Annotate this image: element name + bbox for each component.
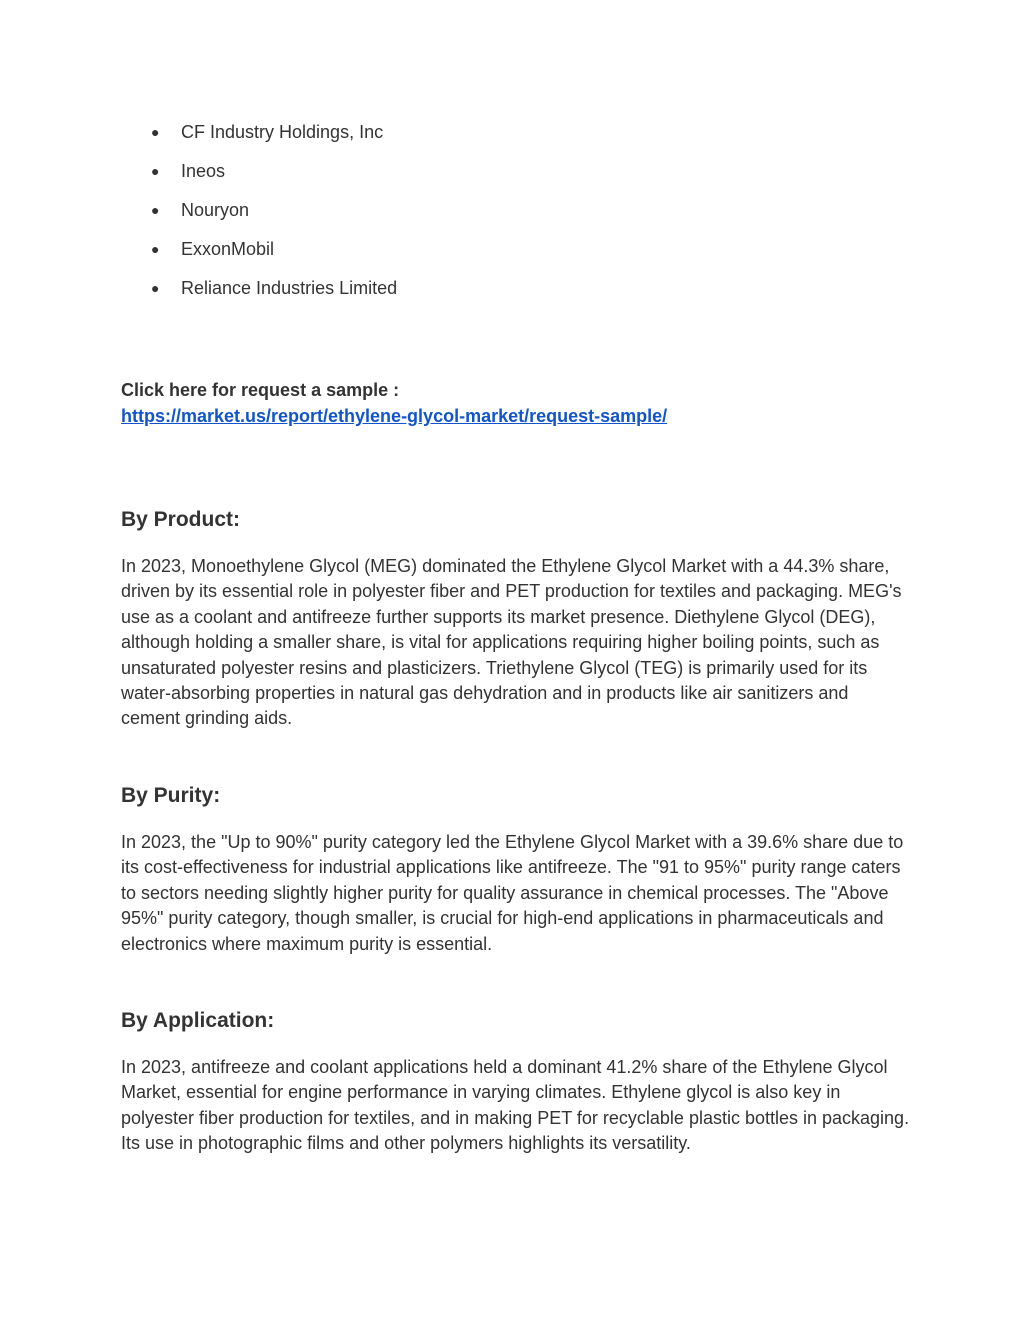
section-heading-purity: By Purity:: [121, 784, 221, 807]
list-item: [151, 119, 397, 158]
sample-request: [121, 377, 667, 429]
company-name: Ineos: [181, 161, 226, 181]
sample-label: Click here for request a sample :: [121, 380, 400, 400]
section-heading-product: By Product:: [121, 508, 241, 531]
bullet-icon: ●: [151, 124, 160, 140]
company-name: Nouryon: [181, 200, 250, 220]
company-name: CF Industry Holdings, Inc: [181, 122, 384, 142]
section-text-purity: In 2023, the "Up to 90%" purity category led the Ethylene Glycol Market with a 39.6% share due to its cost-effectiveness for industrial applications like antifreeze. The "91 to 95%" purity range caters to sectors needing slightly higher purity for quality assurance in chemical processes. The "Above 95%" purity category, though smaller, is crucial for high-end applications in pharmaceuticals and electronics where maximum purity is essential.: [121, 832, 904, 954]
bullet-icon: ●: [151, 280, 160, 296]
sample-link[interactable]: https://market.us/report/ethylene-glycol-market/request-sample/: [121, 406, 668, 426]
list-item: [151, 275, 397, 314]
list-item: [151, 197, 397, 236]
section-text-product: In 2023, Monoethylene Glycol (MEG) dominated the Ethylene Glycol Market with a 44.3% share, driven by its essential role in polyester fiber and PET production for textiles and packaging. MEG's use as a coolant and antifreeze further supports its market presence. Diethylene Glycol (DEG), although holding a smaller share, is vital for applications requiring higher boiling points, such as unsaturated polyester resins and plasticizers. Triethylene Glycol (TEG) is primarily used for its water-absorbing properties in natural gas dehydration and in products like air sanitizers and cement grinding aids.: [121, 556, 902, 729]
section-text-application: In 2023, antifreeze and coolant applications held a dominant 41.2% share of the Ethylene Glycol Market, essential for engine performance in varying climates. Ethylene glycol is also key in polyester fiber production for textiles, and in making PET for recyclable plastic bottles in packaging. Its use in photographic films and other polymers highlights its versatility.: [121, 1057, 910, 1154]
company-name: Reliance Industries Limited: [181, 278, 398, 298]
section-heading-application: By Application:: [121, 1009, 275, 1032]
list-item: [151, 158, 397, 197]
bullet-icon: ●: [151, 163, 160, 179]
bullet-icon: ●: [151, 202, 160, 218]
list-item: [151, 236, 397, 275]
company-name: ExxonMobil: [181, 239, 275, 259]
bullet-icon: ●: [151, 241, 160, 257]
company-list: [151, 119, 397, 314]
